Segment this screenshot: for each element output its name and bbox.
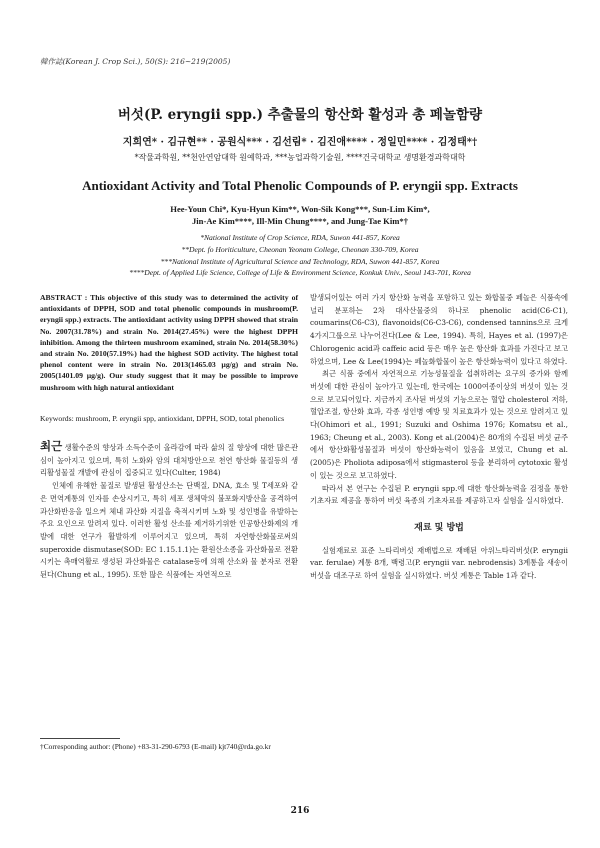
english-authors [0, 203, 600, 227]
methods-paragraph-1: 실험재료로 표준 느타리버섯 재배법으로 재배된 아위느타리버섯(P. eryngii var. ferulae) 계통 8개, 백령고(P. eryngii var. nebrodensis) 3계통을 새송이 버섯을 대조구로 하여 실험을 실시하였다. 버섯 계통은 Table 1과 같다. [310, 545, 568, 581]
right-paragraph-2: 최근 식품 중에서 자연적으로 기능성물질을 섭취하려는 요구의 증가와 함께 버섯에 대한 관심이 높아가고 있는데, 한국에는 1000여종이상의 버섯이 있는 것으로 보고되어있다. 지금까지 조사된 버섯의 기능으로는 혈압 cholesterol 저하, 혈압조절, 항산화 효과, 각종 성인병 예방 및 치료효과가 있는 것으로 알려지고 있다(Ohimori et al., 1991; Suzuki and Oshima 1976; Komatsu et al., 1963; Cheung et al., 2003). Kong et al.(2004)은 80개의 수집된 버섯 균주에서 항산화활성물질과 버섯이 항산화능력이 있음을 보였고, Chung et al.(2005)은 Pholiota adiposa에서 stigmasterol 등을 분리하여 cytotoxic 활성이 있는 것으로 보고하였다. [310, 369, 568, 480]
intro-paragraph-1-text: 생활수준의 향상과 소득수준이 올라감에 따라 삶의 질 향상에 대한 많은관심이 높아지고 있으며, 특히 노화와 암의 대처방안으로 천연 항산화 물질등의 생리활성물질 개발에 관심이 집중되고 있다(Culter, 1984) [40, 443, 298, 478]
right-paragraph-1: 발생되어있는 여러 가지 항산화 능력을 포함하고 있는 화합물중 페놀은 식품속에 널리 분포하는 2차 대사산물중의 하나로 phenolic acid(C6-C1), coumarins(C6-C3), flavonoids(C6-C3-C6), condensed tannins으로 크게 4가지그룹으로 나누어진다(Lee & Lee, 1994). 특히, Hayes et al. (1997)은 Chlorogenic acid과 caffeic acid 등은 매우 높은 항산화 효과를 가진다고 보고하였으며, Lee & Lee(1994)는 페놀화합물이 높은 항산화능력이 있다고 하였다. [310, 293, 568, 366]
english-authors-line-2: Jin-Ae Kim****, Ill-Min Chung****, and Jung-Tae Kim*† [192, 216, 408, 226]
right-paragraph-3: 따라서 본 연구는 수집된 P. eryngii spp.에 대한 항산화능력을 검정을 통한 기초자료 제공을 통하여 버섯 육종의 기초자료를 제공하고자 실험을 실시하였다. [310, 483, 568, 506]
page-number: 216 [290, 806, 310, 816]
korean-authors: 지희연* · 김규현** · 공원식*** · 김선림* · 김진애**** · 정일민**** · 김정태*† [122, 137, 478, 148]
introduction [40, 440, 298, 582]
affiliation-3: ***National Institute of Agricultural Science and Technology, RDA, Suwon 441-857, Korea [160, 256, 440, 266]
corresponding-author-footnote: †Corresponding author: (Phone) +83-31-290-6793 (E-mail) kjt740@rda.go.kr [40, 742, 271, 751]
intro-dropcap: 최근 [40, 439, 63, 454]
english-title: Antioxidant Activity and Total Phenolic Compounds of P. eryngii spp. Extracts [82, 178, 518, 193]
english-authors-line-1: Hee-Youn Chi*, Kyu-Hyun Kim**, Won-Sik Kong***, Sun-Lim Kim*, [170, 204, 430, 214]
affiliation-2: **Dept. fo Horiticulture, Cheonan Yeonam College, Cheonan 330-709, Korea [181, 244, 419, 254]
affiliation-4: ****Dept. of Applied Life Science, College of Life & Environment Science, Konkuk Univ., Seoul 143-701, Korea [129, 268, 471, 278]
affiliation-1: *National Institute of Crop Science, RDA, Suwon 441-857, Korea [200, 233, 400, 242]
intro-paragraph-2: 인체에 유해한 물질로 발생된 활성산소는 단백질, DNA, 효소 및 T세포와 같은 면역계통의 인자를 손상시키고, 특히 세포 생체막의 불포화지방산을 공격하여 과산화반응을 일으켜 체내 과산화 지질을 축적시키며 노화 및 성인병을 유발하는 주요 요인으로 알려져 있다. 이러한 활성 산소를 제거하기위한 인공항산화제의 개발에 대한 연구가 활발하게 이루어지고 있으며, 특히 자연항산화물로써의 superoxide dismutase(SOD: EC 1.15.1.1)는 환원산소종을 과산화물로 전환시키는 촉매역활로 생성된 과산화물은 catalase등에 의해 산소와 물 분자로 전환된다(Chung et al., 1995). 또한 많은 식품에는 자연적으로 [40, 481, 298, 580]
english-affiliations [30, 232, 570, 279]
right-column [310, 292, 568, 583]
keywords: Keywords: mushroom, P. eryngii spp, antioxidant, DPPH, SOD, total phenolics [40, 413, 285, 423]
journal-citation: 韓作誌(Korean J. Crop Sci.), 50(S): 216~219(2005) [40, 57, 231, 66]
korean-affiliations: *작물과학원, **천안연암대학 원예학과, ***농업과학기술원, ****건국대학교 생명환경과학대학 [134, 153, 466, 162]
footnote-divider [40, 738, 120, 739]
left-column [40, 292, 298, 582]
section-heading-methods: 재료 및 방법 [414, 522, 464, 533]
abstract: ABSTRACT : This objective of this study was to determined the activity of antioxidants of DPPH, SOD and total phenolic compounds in mushroom(P. eryngii spp.) extracts. The antioxidant activity using DPPH showed that strain No. 2007(31.78%) and strain No. 2014(27.45%) were the highest DPPH inhibition. Among the thirteen mushroom examined, strain No. 2014(58.30%) and strain No. 2010(57.19%) had the highest SOD activity. The highest total phenol content were in strain No. 2013(1465.03 µg/g) and strain No. 2005(1401.09 µg/g). Our study suggest that it may be possible to improve mushroom with high natural antioxidant [40, 293, 298, 392]
korean-title: 버섯(P. eryngii spp.) 추출물의 항산화 활성과 총 페놀함량 [117, 107, 483, 123]
intro-paragraph-1 [40, 440, 298, 480]
